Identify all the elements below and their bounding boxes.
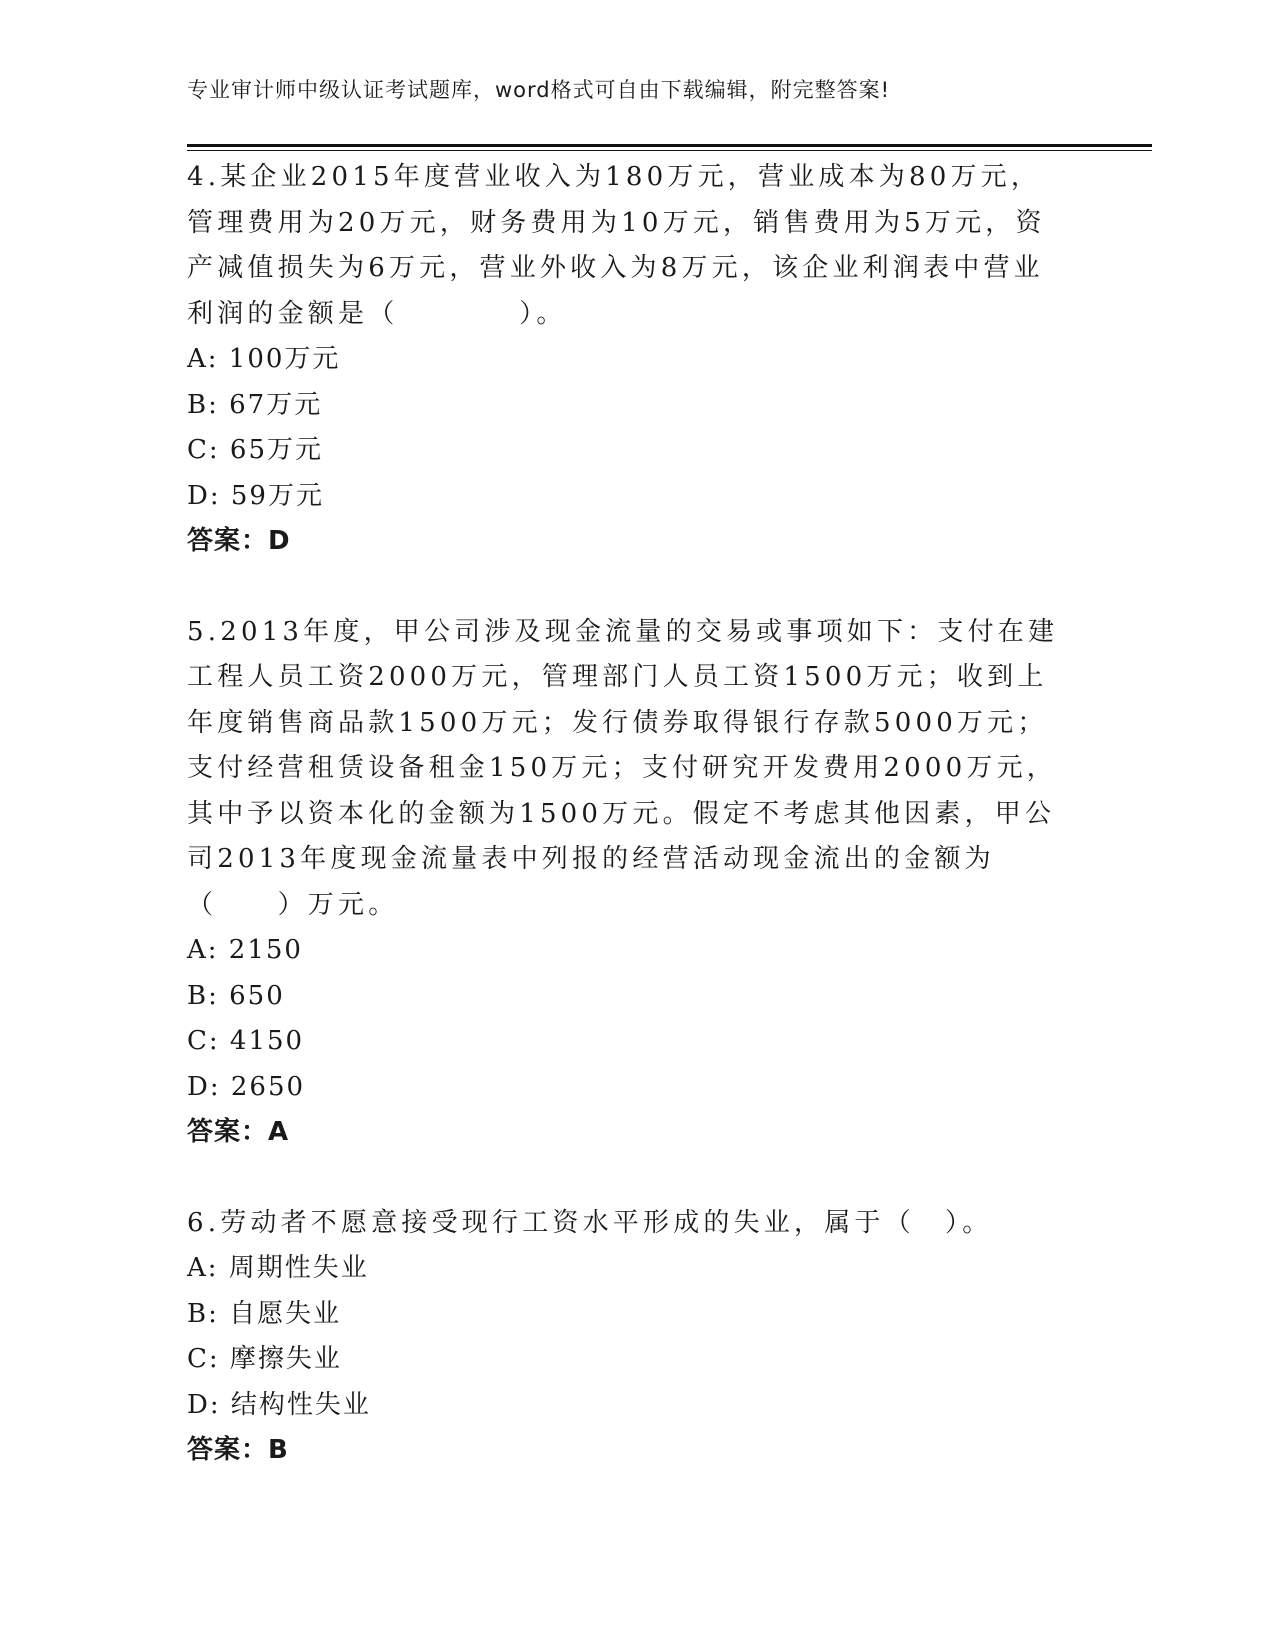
question-5: [187, 610, 1067, 1156]
option-c: C: 65万元: [187, 435, 324, 465]
question-text: 6.劳动者不愿意接受现行工资水平形成的失业，属于（ ）。: [187, 1207, 993, 1238]
option-d: D: 59万元: [187, 480, 324, 511]
spacer: [187, 565, 1067, 610]
option-c: C: 摩擦失业: [187, 1344, 342, 1374]
question-list: [187, 155, 1067, 1474]
option-d: D: 结构性失业: [187, 1389, 371, 1420]
option-a: A: 周期性失业: [187, 1253, 369, 1283]
question-text: 4.某企业2015年度营业收入为180万元，营业成本为80万元，管理费用为20万元，财务费用为10万元，销售费用为5万元，资产减值损失为6万元，营业外收入为8万元，该企业利润表中营业利润的金额是（ ）。: [187, 162, 1046, 329]
option-a: A: 100万元: [187, 344, 341, 374]
question-text: 5.2013年度，甲公司涉及现金流量的交易或事项如下：支付在建工程人员工资2000万元，管理部门人员工资1500万元；收到上年度销售商品款1500万元；发行债券取得银行存款5000万元；支付经营租赁设备租金150万元；支付研究开发费用2000万元，其中予以资本化的金额为1500万元。假定不考虑其他因素，甲公司2013年度现金流量表中列报的经营活动现金流出的金额为（ ）万元。: [187, 616, 1059, 920]
option-b: B: 650: [187, 980, 285, 1011]
option-d: D: 2650: [187, 1071, 306, 1102]
spacer: [187, 1156, 1067, 1201]
answer: 答案：D: [187, 526, 291, 556]
option-b: B: 67万元: [187, 389, 323, 420]
option-b: B: 自愿失业: [187, 1298, 342, 1329]
question-6: [187, 1201, 1067, 1474]
option-a: A: 2150: [187, 935, 303, 965]
option-c: C: 4150: [187, 1026, 305, 1056]
answer: 答案：B: [187, 1435, 289, 1465]
header-divider-thick: [187, 144, 1152, 147]
question-4: [187, 155, 1067, 565]
page-header: 专业审计师中级认证考试题库，word格式可自由下载编辑，附完整答案!: [187, 78, 891, 102]
header-divider-thin: [187, 150, 1152, 151]
answer: 答案：A: [187, 1117, 290, 1147]
